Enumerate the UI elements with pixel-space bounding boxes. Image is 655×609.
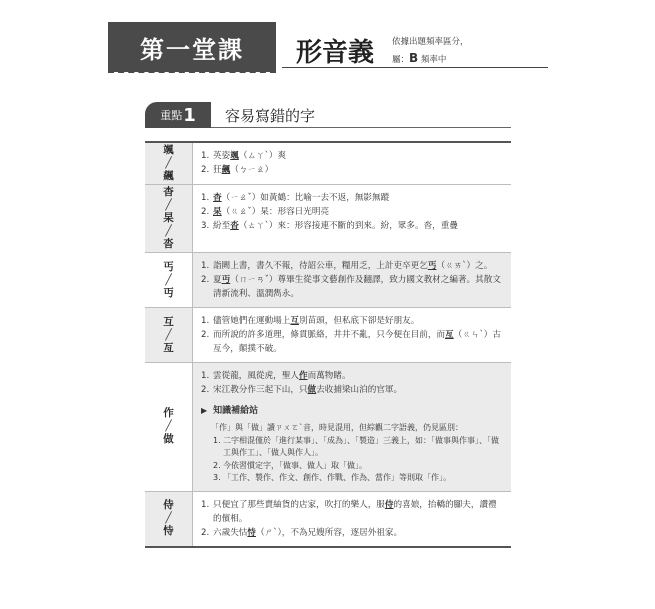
note-item: [213, 460, 503, 473]
entry-key-char: 杲: [213, 207, 222, 217]
entry-number: 1.: [201, 151, 210, 161]
example-entry: [201, 498, 503, 526]
table-row: [145, 363, 511, 492]
char: 恃: [163, 525, 174, 537]
example-entry: [201, 191, 503, 205]
note-item-number: 3.: [213, 473, 221, 482]
entry-key-char: 沓: [230, 221, 239, 231]
note-item-number: 1.: [213, 435, 221, 445]
entry-number: 2.: [201, 207, 210, 217]
example-entry: [201, 205, 503, 219]
entry-key-char: 做: [307, 385, 317, 395]
entry-text-before: 六歲失怙: [213, 527, 248, 538]
example-cell: [193, 253, 511, 307]
entry-key-char: 飆: [221, 165, 231, 175]
char-separator: ╱: [165, 512, 172, 524]
section-title: 容易寫錯的字: [225, 107, 316, 125]
frequency-grade: B: [409, 51, 419, 65]
entry-text-before: 詣闕上書，書久不報，待詔公車，糧用乏，上計吏卒更乞: [213, 261, 428, 271]
table-row: [145, 308, 511, 363]
example-cell: [193, 492, 511, 546]
knowledge-note-title: [201, 404, 503, 418]
example-cell: [193, 308, 511, 362]
entry-key-char: 侍: [384, 499, 394, 510]
entry-number: 1.: [201, 316, 210, 326]
table-row: [145, 253, 511, 308]
example-cell: [193, 143, 511, 184]
example-entry: [201, 219, 503, 233]
char: 杲: [163, 212, 174, 224]
char-separator: ╱: [165, 420, 172, 433]
entry-text-after: （ㄇㄧㄢˇ）尊畢生從事文藝創作及翻譯，致力國文教材之編著。其散文清新流利、溫潤雋永。: [213, 275, 501, 299]
example-cell: [193, 185, 511, 252]
note-item-number: 2.: [213, 460, 221, 470]
example-entry: [201, 369, 503, 383]
char-separator: ╱: [165, 273, 172, 286]
entry-key-char: 丏: [221, 275, 231, 285]
lesson-dash-divider: [108, 71, 276, 73]
example-entry: [201, 383, 503, 397]
table-row: [145, 492, 511, 546]
section-tab: [145, 102, 211, 128]
table-row: [145, 185, 511, 253]
entry-key-char: 作: [298, 371, 308, 381]
char: 互: [163, 315, 174, 328]
entry-number: 2.: [201, 165, 210, 175]
example-entry: [201, 163, 503, 177]
char: 飆: [163, 170, 174, 182]
char: 沓: [163, 238, 174, 250]
char: 丐: [163, 260, 174, 273]
frequency-line-2: [392, 50, 469, 68]
char-separator: ╱: [165, 157, 172, 169]
char-pair-cell: [145, 185, 193, 252]
note-item-text: 二字相混僅於「進行某事」、「成為」、「製造」三義上，如：「做事與作事」、「做工與作工」、「做人與作人」。: [223, 435, 499, 457]
entry-text-after: 去收捕梁山泊的官軍。: [316, 385, 403, 395]
char: 亙: [163, 341, 174, 354]
entry-text-after: （ㄊㄚˋ）來：形容接連不斷的到來。紛，眾多。沓，重疊: [238, 221, 458, 231]
topic-title: 形音義: [296, 38, 375, 68]
char: 丏: [163, 286, 174, 299]
entry-number: 3.: [201, 221, 210, 231]
char: 侍: [163, 499, 174, 511]
example-cell: [193, 363, 511, 491]
entry-number: 1.: [201, 499, 210, 510]
char-separator: ╱: [165, 199, 172, 211]
example-entry: [201, 259, 503, 273]
frequency-suffix: 頻率中: [420, 55, 447, 65]
entry-text-before: 夏: [213, 275, 222, 285]
char: 杳: [163, 186, 174, 198]
entry-number: 2.: [201, 527, 210, 538]
entry-text-before: 只便宜了那些賣紬貨的店家，吹打的樂人，服: [213, 499, 385, 510]
note-item: [213, 435, 503, 460]
entry-text-before: 而所說的許多道理，條貫脈絡，井井不亂，只今便在目前，而: [213, 330, 446, 340]
section-tab-number: 1: [183, 104, 196, 126]
header-rule: [282, 67, 548, 68]
note-item: [213, 472, 503, 485]
frequency-line-1: 依據出題頻率區分，: [392, 37, 469, 47]
char: 作: [163, 407, 174, 420]
entry-number: 1.: [201, 261, 210, 271]
char-pair-cell: [145, 492, 193, 546]
entry-text-before: 紛至: [213, 221, 231, 231]
section-tab-label: 重點: [160, 109, 183, 122]
entry-text-after: 而萬物睹。: [307, 371, 351, 381]
entry-text-before: 儘管她們在運動場上: [213, 316, 291, 326]
entry-text-after: （ㄍㄞˋ）之。: [436, 261, 493, 271]
entry-text-before: 英姿: [213, 151, 231, 161]
entry-key-char: 杳: [213, 193, 222, 203]
triangle-right-icon: ▶: [201, 406, 208, 415]
char: 颯: [163, 144, 174, 156]
char-separator: ╱: [165, 225, 172, 237]
example-entry: [201, 526, 503, 540]
char-pair-cell: [145, 363, 193, 491]
char-pair-cell: [145, 143, 193, 184]
entry-text-after: 的喜娘，抬轎的腳夫，讚禮的儐相。: [213, 499, 497, 524]
note-intro: 「作」與「做」讀ㄗㄨㄛˋ音，時見混用，但綜觀二字語義，仍見區別：: [211, 423, 463, 432]
char-separator: ╱: [165, 328, 172, 341]
entry-text-after: （ㄙㄚˋ）爽: [238, 151, 287, 161]
lesson-label: 第一堂課: [108, 22, 276, 72]
char-pair-cell: [145, 308, 193, 362]
entry-number: 1.: [201, 193, 210, 203]
table-row: [145, 143, 511, 185]
note-item-text: 「工作、製作、作文、創作、作戰、作為、當作」等則取「作」。: [223, 473, 451, 482]
entry-text-after: （ㄍㄠˇ）杲：形容日光明亮: [221, 207, 330, 217]
entry-key-char: 丐: [427, 261, 437, 271]
entry-number: 2.: [201, 330, 210, 340]
confusable-chars-table: [145, 141, 511, 548]
section-rule: [211, 127, 511, 128]
entry-text-after: （ㄕˋ），不為兄嫂所容，逐居外祖家。: [256, 527, 403, 538]
entry-key-char: 亙: [445, 330, 454, 340]
entry-number: 1.: [201, 371, 210, 381]
entry-text-after: （ㄧㄠˇ）如黃鶴：比喻一去不返，無影無蹤: [221, 193, 390, 203]
section-heading: [145, 102, 511, 128]
frequency-note: [392, 34, 469, 68]
entry-text-before: 宋江教分作三起下山，只: [213, 385, 308, 395]
entry-number: 2.: [201, 385, 210, 395]
entry-text-after: （ㄍㄣˋ）古亙今，顛撲不破。: [213, 330, 501, 354]
entry-number: 2.: [201, 275, 210, 285]
example-entry: [201, 273, 503, 301]
entry-key-char: 恃: [247, 527, 256, 538]
char-pair-cell: [145, 253, 193, 307]
entry-text-before: 狂: [213, 165, 222, 175]
entry-text-before: 雲從龍，風從虎，聖人: [213, 371, 299, 381]
note-title-text: 知識補給站: [213, 406, 259, 416]
char: 做: [163, 433, 174, 446]
entry-key-char: 互: [290, 316, 299, 326]
example-entry: [201, 314, 503, 328]
entry-text-after: （ㄅㄧㄠ）: [230, 165, 274, 175]
entry-text-after: 別苗頭，但私底下卻是好朋友。: [298, 316, 420, 326]
example-entry: [201, 149, 503, 163]
example-entry: [201, 328, 503, 356]
frequency-prefix: 屬：: [392, 55, 410, 65]
note-item-text: 今依習慣定字，「做事、做人」取「做」。: [223, 460, 367, 470]
entry-key-char: 颯: [230, 151, 239, 161]
